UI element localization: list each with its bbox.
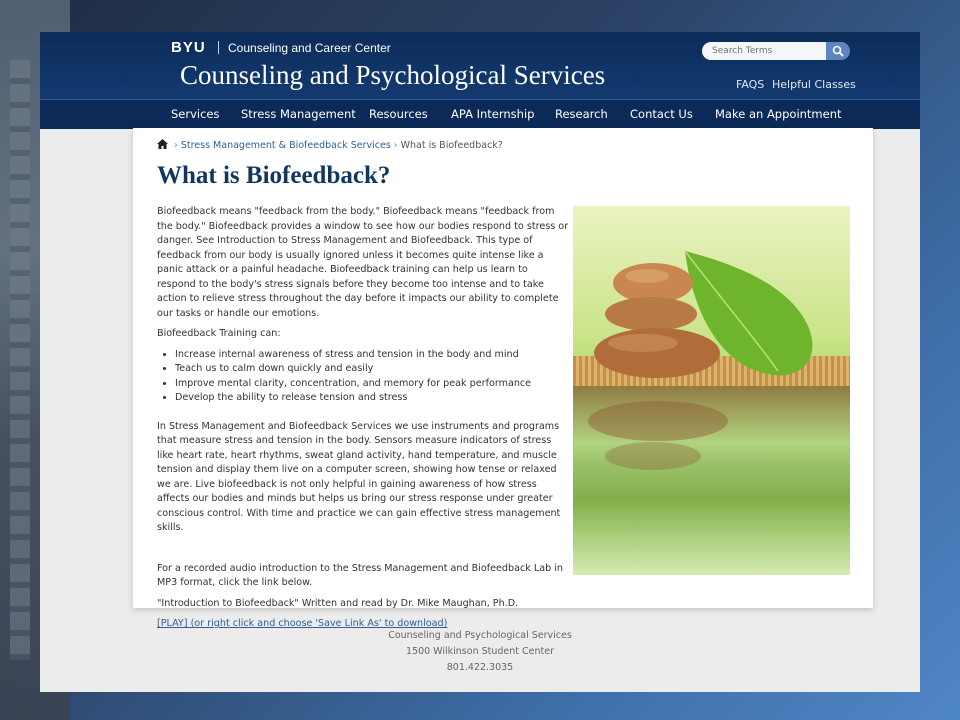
list-item: • Teach us to calm down quickly and easily xyxy=(175,362,569,377)
nav-services[interactable]: Services xyxy=(171,107,220,121)
site-footer xyxy=(40,628,920,676)
helpful-classes-link[interactable]: Helpful Classes xyxy=(772,78,856,91)
list-item: • Develop the ability to release tension and stress xyxy=(175,391,569,406)
training-list xyxy=(157,348,569,406)
list-item: • Improve mental clarity, concentration, and memory for peak performance xyxy=(175,377,569,392)
lab-paragraph: In Stress Management and Biofeedback Services we use instruments and programs that measure stress and tension in the body. Sensors measure indicators of stress like heart rate, heart rhythms, sweat gland activity, hand temperature, and muscle tension and display them live on a computer screen, showing how tense or relaxed we are. Live biofeedback is not only helpful in gaining awareness of how stress affects our bodies and minds but helps us bring our stress response under greater conscious control. With time and practice we can gain effective stress management skills. xyxy=(157,420,561,533)
breadcrumb xyxy=(157,139,503,152)
page-title: What is Biofeedback? xyxy=(157,162,391,189)
intro-paragraph: Biofeedback means "feedback from the body." Biofeedback means "feedback from the body." Biofeedback provides a window to see how our bodies respond to stress or danger. See Introduction to Stress Management and Biofeedback. This type of feedback from our body is usually ignored unless it becomes quite intense like a panic attack or a painful headache. Biofeedback training can help us learn to respond to the body's stress signals before they become too intense and to take action to relieve stress throughout the day before it impacts our ability to complete our tasks or handle our emotions. xyxy=(157,206,569,319)
leaf-graphic xyxy=(573,206,850,575)
logo-divider xyxy=(218,41,219,54)
nav-resources[interactable]: Resources xyxy=(369,107,428,121)
nav-apa-internship[interactable]: APA Internship xyxy=(451,107,535,121)
list-item: • Increase internal awareness of stress and tension in the body and mind xyxy=(175,348,569,363)
site-header xyxy=(40,32,920,99)
unit-name-link[interactable]: Counseling and Career Center xyxy=(228,41,391,55)
play-audio-link[interactable]: [PLAY] (or right click and choose 'Save Link As' to download) xyxy=(157,618,448,629)
search-button[interactable] xyxy=(826,42,850,60)
zen-stones-image xyxy=(573,206,850,575)
home-icon[interactable] xyxy=(157,139,168,152)
footer-address: 1500 Wilkinson Student Center xyxy=(405,646,554,657)
faqs-link[interactable]: FAQS xyxy=(736,78,765,91)
browser-page xyxy=(40,32,920,692)
nav-contact-us[interactable]: Contact Us xyxy=(630,107,693,121)
site-title[interactable]: Counseling and Psychological Services xyxy=(180,60,606,90)
search-icon xyxy=(832,45,844,57)
training-heading: Biofeedback Training can: xyxy=(157,328,281,339)
breadcrumb-separator: › xyxy=(393,140,398,151)
article-body xyxy=(157,205,569,638)
search-input[interactable] xyxy=(702,42,830,60)
audio-credit: "Introduction to Biofeedback" Written and read by Dr. Mike Maughan, Ph.D. xyxy=(157,597,519,609)
footer-phone: 801.422.3035 xyxy=(446,662,514,673)
main-nav xyxy=(40,99,920,129)
nav-research[interactable]: Research xyxy=(555,107,608,121)
breadcrumb-separator: › xyxy=(174,140,178,151)
content-panel xyxy=(133,128,873,629)
search-box xyxy=(702,42,850,60)
footer-org-name: Counseling and Psychological Services xyxy=(388,630,572,641)
audio-intro-paragraph: For a recorded audio introduction to the Stress Management and Biofeedback Lab in MP3 format, click the link below. xyxy=(157,562,563,588)
breadcrumb-current: What is Biofeedback? xyxy=(400,140,503,151)
breadcrumb-parent-link[interactable]: Stress Management & Biofeedback Services xyxy=(180,140,391,151)
nav-stress-management[interactable]: Stress Management xyxy=(241,107,356,121)
byu-logo[interactable]: BYU xyxy=(171,39,206,56)
nav-make-appointment[interactable]: Make an Appointment xyxy=(715,107,842,121)
